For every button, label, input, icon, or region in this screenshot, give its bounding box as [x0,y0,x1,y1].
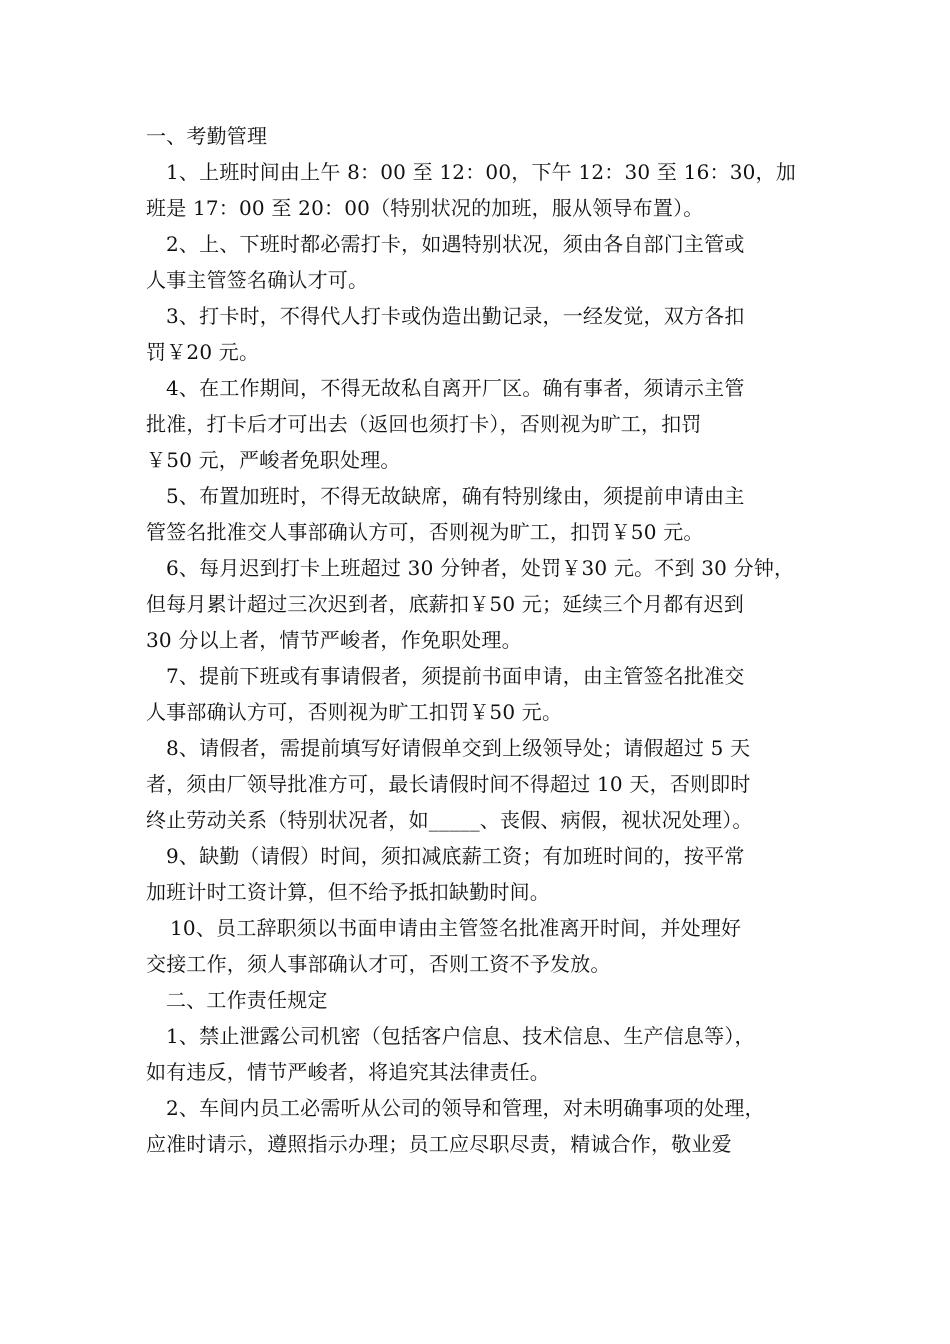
text-line: 2、车间内员工必需听从公司的领导和管理，对未明确事项的处理， [166,1096,765,1120]
text-line: 5、布置加班时，不得无故缺席，确有特别缘由，须提前申请由主 [166,484,745,508]
text-line: 交接工作，须人事部确认才可，否则工资不予发放。 [146,952,611,976]
text-line: 管签名批准交人事部确认方可，否则视为旷工，扣罚￥50 元。 [146,520,704,544]
text-line: 9、缺勤（请假）时间，须扣减底薪工资；有加班时间的，按平常 [166,844,745,868]
text-line: 终止劳动关系（特别状况者，如_____、丧假、病假，视状况处理）。 [146,808,753,832]
document-body [146,118,810,1162]
text-line: 加班计时工资计算，但不给予抵扣缺勤时间。 [146,880,550,904]
text-line: 班是 17：00 至 20：00（特别状况的加班，服从领导布置）。 [146,196,704,220]
text-line: 6、每月迟到打卡上班超过 30 分钟者，处罚￥30 元。不到 30 分钟， [166,556,795,580]
text-line: 1、禁止泄露公司机密（包括客户信息、技术信息、生产信息等）， [166,1024,755,1048]
text-line: 4、在工作期间，不得无故私自离开厂区。确有事者，须请示主管 [166,376,745,400]
text-line: ￥50 元，严峻者免职处理。 [146,448,401,472]
text-line: 人事部确认方可，否则视为旷工扣罚￥50 元。 [146,700,563,724]
text-line: 1、上班时间由上午 8：00 至 12：00，下午 12：30 至 16：30，加 [166,160,796,184]
text-line: 应准时请示，遵照指示办理；员工应尽职尽责，精诚合作，敬业爱 [146,1132,732,1156]
text-line: 7、提前下班或有事请假者，须提前书面申请，由主管签名批准交 [166,664,745,688]
text-line: 2、上、下班时都必需打卡，如遇特别状况，须由各自部门主管或 [166,232,745,256]
text-line: 3、打卡时，不得代人打卡或伪造出勤记录，一经发觉，双方各扣 [166,304,745,328]
text-line: 人事主管签名确认才可。 [146,268,369,292]
text-line: 者，须由厂领导批准方可，最长请假时间不得超过 10 天，否则即时 [146,772,751,796]
text-line: 10、员工辞职须以书面申请由主管签名批准离开时间，并处理好 [170,916,742,940]
text-line: 8、请假者，需提前填写好请假单交到上级领导处；请假超过 5 天 [166,736,751,760]
text-line: 一、考勤管理 [146,124,268,148]
text-line: 批准，打卡后才可出去（返回也须打卡），否则视为旷工，扣罚 [146,412,702,436]
text-line: 罚￥20 元。 [146,340,260,364]
text-line: 30 分以上者，情节严峻者，作免职处理。 [146,628,522,652]
text-line: 二、工作责任规定 [166,988,328,1012]
text-line: 如有违反，情节严峻者，将追究其法律责任。 [146,1060,550,1084]
text-line: 但每月累计超过三次迟到者，底薪扣￥50 元；延续三个月都有迟到 [146,592,745,616]
